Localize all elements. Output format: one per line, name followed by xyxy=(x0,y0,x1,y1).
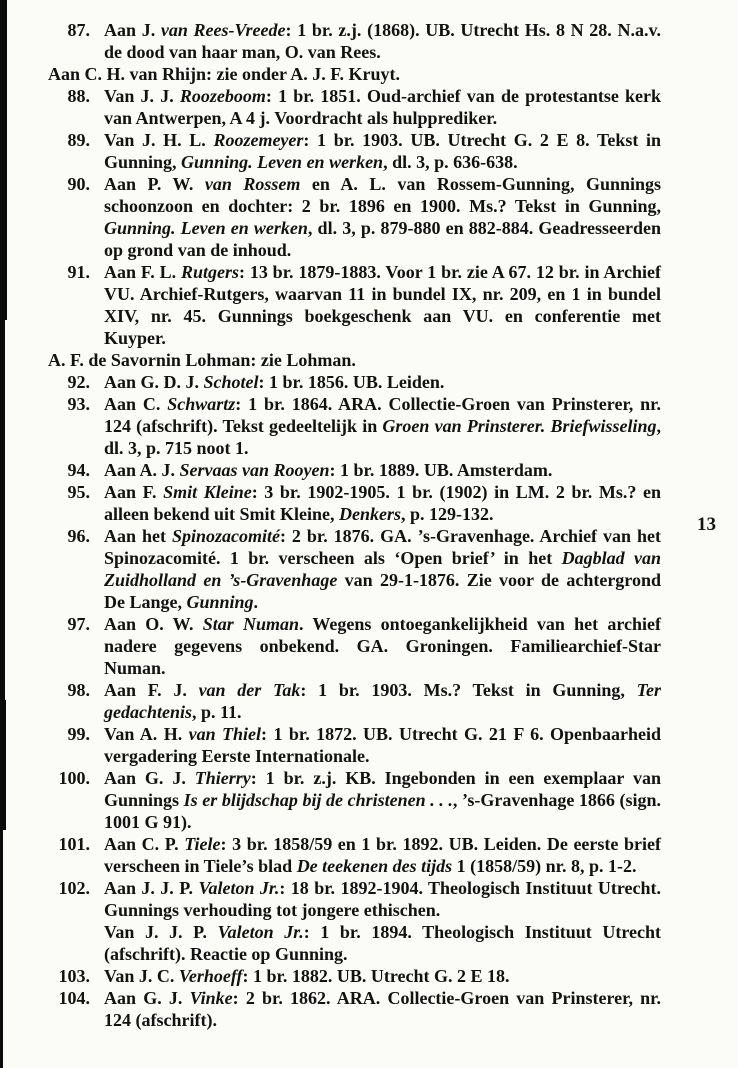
entry-text-segment: Aan G. D. J. xyxy=(104,372,204,392)
entry-text xyxy=(48,349,661,371)
entry-number: 100. xyxy=(58,768,90,788)
entry-text xyxy=(104,459,661,481)
entry-number: 97. xyxy=(67,614,90,634)
entry-text-italic-segment: Valeton Jr. xyxy=(217,922,304,942)
list-item xyxy=(48,921,661,965)
entry-text xyxy=(104,173,661,261)
list-item xyxy=(48,459,661,481)
entry-number: 98. xyxy=(67,680,90,700)
entry-text-segment: : 1 br. 1872. UB. Utrecht G. 21 F 6. Openbaarheid vergadering Eerste Internationale. xyxy=(104,724,661,766)
entry-text-segment: : 18 br. 1892-1904. Theologisch Instituut Utrecht. Gunnings verhouding tot jongere ethischen. xyxy=(104,878,661,920)
entry-text xyxy=(104,393,661,459)
entry-text-segment: : 1 br. z.j. KB. Ingebonden in een exemplaar van Gunnings xyxy=(104,768,661,810)
entry-text-segment: Van J. J. P. xyxy=(104,922,218,942)
list-item xyxy=(48,723,661,767)
entry-text-italic-segment: Gunning xyxy=(186,592,254,612)
entry-text-segment: Aan C. H. van Rhijn: zie onder A. J. F. Kruyt. xyxy=(48,64,401,84)
entry-text-segment: A. F. de Savornin Lohman: zie Lohman. xyxy=(48,350,356,370)
entry-number xyxy=(48,921,104,965)
entry-number: 87. xyxy=(67,20,90,40)
list-item xyxy=(48,877,661,921)
entry-text-segment: Van J. J. xyxy=(104,86,180,106)
entry-number: 89. xyxy=(67,130,90,150)
entry-text-italic-segment: Schotel xyxy=(203,372,259,392)
entry-text-italic-segment: van der Tak xyxy=(198,680,301,700)
entry-text-italic-segment: van Thiel xyxy=(188,724,262,744)
entry-text-segment: : 1 br. 1856. UB. Leiden. xyxy=(258,372,445,392)
entry-text-italic-segment: Is er blijdschap bij de christenen . . . xyxy=(183,790,453,810)
entry-text-segment: , p. 129-132. xyxy=(401,504,494,524)
list-item xyxy=(48,129,661,173)
list-item xyxy=(48,987,661,1031)
entry-text-segment: Aan C. xyxy=(104,394,168,414)
entry-text-segment: : 3 br. 1902-1905. 1 br. (1902) in LM. 2 br. Ms.? en alleen bekend uit Smit Kleine, xyxy=(104,482,661,524)
scan-edge-segment xyxy=(0,0,7,320)
entry-text xyxy=(104,877,661,921)
entry-text-segment: Van J. C. xyxy=(104,966,179,986)
entry-text xyxy=(104,767,661,833)
entry-text xyxy=(104,987,661,1031)
entry-number: 102. xyxy=(58,878,90,898)
entry-text-segment: : 1 br. 1894. Theologisch Instituut Utrecht (afschrift). Reactie op Gunning. xyxy=(104,922,661,964)
entry-text-segment: , p. 11. xyxy=(192,702,242,722)
entry-number: 104. xyxy=(58,988,90,1008)
crossref-line xyxy=(48,63,661,85)
entry-text xyxy=(104,85,661,129)
entry-text-segment: Aan het xyxy=(104,526,172,546)
list-item xyxy=(48,393,661,459)
entry-text-segment: : 1 br. 1889. UB. Amsterdam. xyxy=(329,460,553,480)
entry-text-segment: : 2 br. 1876. GA. ’s-Gravenhage. Archief van het Spinozacomité. 1 br. verscheen als ‘Open brief’ in het xyxy=(104,526,661,568)
entry-text-segment: : 1 br. z.j. (1868). UB. Utrecht Hs. 8 N 28. N.a.v. de dood van haar man, O. van Rees. xyxy=(104,20,661,62)
entry-text-italic-segment: Rutgers xyxy=(180,262,239,282)
entry-text-segment: . Wegens ontoegankelijkheid van het archief nadere gegevens onbekend. GA. Groningen. Familiearchief-Star Numan. xyxy=(104,614,661,678)
entry-text-segment: van 29-1-1876. Zie voor de achtergrond De Lange, xyxy=(104,570,661,612)
entry-number: 94. xyxy=(67,460,90,480)
bibliography-list xyxy=(48,19,661,1031)
list-item xyxy=(48,767,661,833)
entry-text-italic-segment: Dagblad van Zuidholland en ’s-Gravenhage xyxy=(104,548,661,590)
entry-text-segment: Aan O. W. xyxy=(104,614,203,634)
entry-text-italic-segment: Tiele xyxy=(184,834,221,854)
list-item xyxy=(48,525,661,613)
entry-text-segment: Aan J. xyxy=(104,20,161,40)
entry-number: 92. xyxy=(67,372,90,392)
entry-number: 93. xyxy=(67,394,90,414)
list-item xyxy=(48,173,661,261)
entry-text xyxy=(104,525,661,613)
entry-text-italic-segment: Gunning. Leven en werken xyxy=(181,152,384,172)
entry-text-segment: : 1 br. 1882. UB. Utrecht G. 2 E 18. xyxy=(242,966,510,986)
entry-text-italic-segment: Valeton Jr. xyxy=(198,878,280,898)
entry-text-italic-segment: Denkers xyxy=(339,504,402,524)
entry-text-segment: 1 (1858/59) nr. 8, p. 1-2. xyxy=(452,856,637,876)
entry-text-italic-segment: van Rossem xyxy=(204,174,301,194)
scan-edge-segment xyxy=(0,320,5,700)
entry-text xyxy=(48,63,661,85)
list-item xyxy=(48,613,661,679)
entry-number: 95. xyxy=(67,482,90,502)
entry-text-segment: . xyxy=(253,592,259,612)
entry-number: 96. xyxy=(67,526,90,546)
entry-text-italic-segment: van Rees-Vreede xyxy=(160,20,286,40)
scan-edge-segment xyxy=(0,830,3,1068)
entry-text-segment: en A. L. van Rossem-Gunning, Gunnings schoonzoon en dochter: 2 br. 1896 en 1900. Ms.? Tekst in Gunning, xyxy=(104,174,661,216)
entry-text xyxy=(104,965,661,987)
entry-text-segment: : 2 br. 1862. ARA. Collectie-Groen van Prinsterer, nr. 124 (afschrift). xyxy=(104,988,661,1030)
entry-text-segment: Aan F. xyxy=(104,482,164,502)
entry-text-segment: Aan G. J. xyxy=(104,988,190,1008)
entry-text xyxy=(104,921,661,965)
entry-text-segment: : 1 br. 1903. UB. Utrecht G. 2 E 8. Tekst in Gunning, xyxy=(104,130,661,172)
list-item xyxy=(48,481,661,525)
entry-text-italic-segment: Spinozacomité xyxy=(171,526,280,546)
entry-text-segment: Van A. H. xyxy=(104,724,189,744)
entry-text xyxy=(104,833,661,877)
entry-text xyxy=(104,481,661,525)
entry-text-italic-segment: Thierry xyxy=(194,768,251,788)
entry-text xyxy=(104,129,661,173)
entry-text-segment: Van J. H. L. xyxy=(104,130,214,150)
entry-text xyxy=(104,723,661,767)
crossref-line xyxy=(48,349,661,371)
list-item xyxy=(48,371,661,393)
list-item xyxy=(48,833,661,877)
entry-text-italic-segment: Roozeboom xyxy=(179,86,266,106)
entry-text-segment: Aan G. J. xyxy=(104,768,195,788)
entry-text-italic-segment: Roozemeyer xyxy=(213,130,304,150)
entry-text-italic-segment: Star Numan xyxy=(202,614,299,634)
entry-text-italic-segment: Servaas van Rooyen xyxy=(179,460,330,480)
entry-text-segment: Aan J. J. P. xyxy=(104,878,199,898)
entry-number: 99. xyxy=(67,724,90,744)
scan-edge-artifact xyxy=(0,0,8,1068)
entry-text-italic-segment: Schwartz xyxy=(167,394,236,414)
entry-text xyxy=(104,679,661,723)
entry-text-italic-segment: Gunning. Leven en werken xyxy=(104,218,308,238)
entry-text-italic-segment: Vinke xyxy=(189,988,233,1008)
entry-text-segment: , dl. 3, p. 879-880 en 882-884. Geadresseerden op grond van de inhoud. xyxy=(104,218,661,260)
scan-edge-segment xyxy=(0,700,6,830)
entry-number: 88. xyxy=(67,86,90,106)
list-item xyxy=(48,261,661,349)
entry-text-segment: Aan F. J. xyxy=(104,680,199,700)
entry-number: 103. xyxy=(58,966,90,986)
entry-text xyxy=(104,613,661,679)
entry-text xyxy=(104,261,661,349)
list-item xyxy=(48,679,661,723)
entry-text-segment: , dl. 3, p. 715 noot 1. xyxy=(104,416,661,458)
list-item xyxy=(48,19,661,63)
entry-text-segment: Aan P. W. xyxy=(104,174,205,194)
entry-number: 101. xyxy=(58,834,90,854)
entry-text xyxy=(104,371,661,393)
entry-text-italic-segment: De teekenen des tijds xyxy=(296,856,453,876)
entry-text-segment: , ’s-Gravenhage 1866 (sign. 1001 G 91). xyxy=(104,790,662,832)
entry-text-segment: : 1 br. 1903. Ms.? Tekst in Gunning, xyxy=(300,680,637,700)
entry-text xyxy=(104,19,661,63)
entry-number: 90. xyxy=(67,174,90,194)
entry-text-italic-segment: Verhoeff xyxy=(178,966,243,986)
list-item xyxy=(48,965,661,987)
entry-text-italic-segment: Smit Kleine xyxy=(163,482,252,502)
entry-text-segment: : 3 br. 1858/59 en 1 br. 1892. UB. Leiden. De eerste brief verscheen in Tiele’s blad xyxy=(104,834,661,876)
entry-text-italic-segment: Groen van Prinsterer. Briefwisseling xyxy=(382,416,657,436)
entry-text-segment: Aan A. J. xyxy=(104,460,180,480)
list-item xyxy=(48,85,661,129)
entry-text-segment: , dl. 3, p. 636-638. xyxy=(383,152,518,172)
entry-text-segment: : 13 br. 1879-1883. Voor 1 br. zie A 67. 12 br. in Archief VU. Archief-Rutgers, waarvan 11 in bundel IX, nr. 209, en 1 in bundel XIV, nr. 45. Gunnings boekgeschenk aan VU. en conferentie met Kuyper. xyxy=(104,262,662,348)
entry-text-italic-segment: Ter gedachtenis xyxy=(104,680,662,722)
page-margin-number: 13 xyxy=(697,514,716,535)
entry-text-segment: : 1 br. 1864. ARA. Collectie-Groen van Prinsterer, nr. 124 (afschrift). Tekst gedeeltelijk in xyxy=(104,394,661,436)
entry-text-segment: Aan F. L. xyxy=(104,262,181,282)
entry-text-segment: Aan C. P. xyxy=(104,834,185,854)
entry-number: 91. xyxy=(67,262,90,282)
entry-text-segment: : 1 br. 1851. Oud-archief van de protestantse kerk van Antwerpen, A 4 j. Voordracht als hulpprediker. xyxy=(104,86,661,128)
